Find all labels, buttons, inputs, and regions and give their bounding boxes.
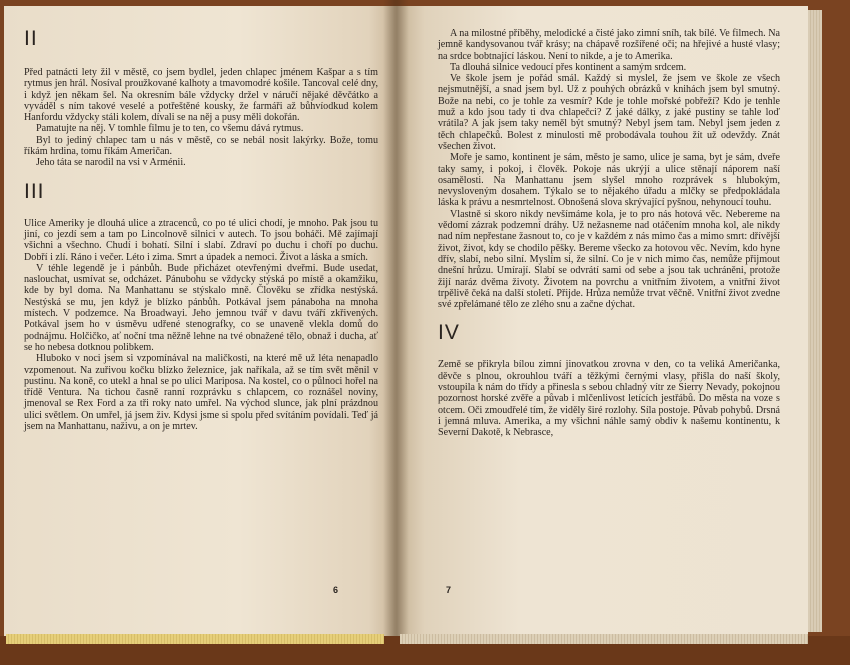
page-edges <box>808 10 822 632</box>
paragraph: Vlastně si skoro nikdy nevšímáme kola, je to pro nás hotová věc. Nebereme na vědomí zázrak podzemní dráhy. Už nežasneme nad otáčením mnoha kol, ale nikdy nad ním nepřestane žasnout to, co je v každém z nás mimo čas a mimo smrt: dřívější život, život, kdy se chodilo pěšky. Bereme všecko za hotovou věc. Nevím, kdo hyne dřív, slabí, nebo silní. Myslím si, že silní. Co je v nich mimo čas, nemůže přijmout dnešní hrůzu. Umírají. Slabí se odvrátí sami od sebe a jsou tak uchráněni, protože žijí naráz dvěma životy. Životem na povrchu a vnitřním životem, a vnitřní život trpělivě čeká na další století. Přijde. Hrůza nemůže trvat věčně. Vnitřní život zvedne své zpřelámané tělo ze zlého snu a začne dýchat. <box>438 208 780 311</box>
left-page <box>4 6 396 639</box>
paragraph: Pamatujte na něj. V tomhle filmu je to ten, co všemu dává rytmus. <box>36 123 304 135</box>
paragraph: Jeho táta se narodil na vsi v Arménii. <box>36 157 186 169</box>
paragraph: Moře je samo, kontinent je sám, město je samo, ulice je sama, byt je sám, dveře taky samy, i pokoj, i člověk. Pokoje nás ukrýjí a ulice stěnají náporem naší osamělosti. Na Manhattanu jsem slyšel mnoho rozprávek s hlubokým, nevysloveným dosahem. Týkalo se to nějakého úřadu a mlčky se předpokládala láska k právu a nesmrtelnost. Obnošená slova skrývající pyšnou, nehynoucí touhu. <box>438 152 780 209</box>
page-number-left: 6 <box>332 585 338 595</box>
paragraph: Ulice Ameriky je dlouhá ulice a ztracenců, co po té ulici chodí, je mnoho. Pak jsou tu jiní, co jezdí sem a tam po Lincolnově silnici v autech. To jsou boháči. Mě zajímají všichni a všechno. Chudí i bohatí. Silní i slabí. Zdraví po duchu i choří po duchu. Dobří i zlí. Ráno i večer. Léto i zima. Smrt a úpadek a nemoci. Život a láska a smích. <box>24 217 378 263</box>
paragraph: V téhle legendě je i pánbůh. Bude přicházet otevřenými dveřmi. Bude usedat, naslouchat, usmívat se, odcházet. Pánubohu se vždycky stýská po místě a okamžiku, kde by byl doma. Na Manhattanu se stýskalo mně. Člověku se zřídka nestýská. Nestýská se mu, jen když je blízko pánbůh. Potkával jsem pánaboha na mnoha místech. V podzemce. Na Broadwayi. Jeho jemnou tvář v davu tváří zkřivených. Potkával jsem ho v úsměvu udřené stenografky, co se unaveně vlekla domů do podnájmu. Holčičko, ať noční tma něžně lehne na tvé obnažené tělo, obnaž i ducha, ať se ho nebesa dotknou polibkem. <box>24 262 378 353</box>
paragraph: Ta dlouhá silnice vedoucí přes kontinent a samým srdcem. <box>450 61 687 73</box>
paragraph: Ve škole jsem je pořád smál. Každý si myslel, že jsem ve škole ze všech nejsmutnější, a snad jsem byl. Už z pouhých obrázků v knihách jsem byl smutný. Bože na nebi, co je tohle za vesmír? Kde je tohle mořské pobřeží? Kdo je tenhle muž a kdo jsou tady ti dva chlapečci? Z jaké dálky, z jaké pustiny se tahle loď vrátila? A jak jsem taky neměl být smutný? Nebyl jsem tam. Nebyl jsem jeden z těch chlapečků. Bolest z minulosti mě probodávala touhou žít už odevždy. Znát všechen život. <box>438 73 780 152</box>
chapter-heading-iv: IV <box>438 321 460 345</box>
paragraph: Hluboko v noci jsem si vzpomínával na maličkosti, na které mě už léta nenapadlo vzpomenout. Na zuřivou kočku blízko železnice, jak naříkala, až se tím svět měnil v pustinu. Na koně, co utekl a hnal se po ulici Mariposa. Na kostel, co o půlnoci hořel na třídě Ventura. Na tichou časně ranní rozprávku s chlapcem, co roznášel noviny, jmenoval se Rex Ford a za tři roky nato umřel. Na východ slunce, jak plní prázdnou ulici světlem. On umřel, já jsem živ. Kdysi jsme si spolu před svítáním povídali. Teď já jsem na Manhattanu, naživu, a on je mrtev. <box>24 353 378 433</box>
page-number-right: 7 <box>446 585 452 595</box>
paragraph: Byl to jediný chlapec tam u nás v městě, co se nebál nosit lakýrky. Bože, tomu říkám hrdina, tomu říkám Američan. <box>24 134 378 158</box>
page-block-edge <box>6 634 384 644</box>
paragraph: A na milostné příběhy, melodické a čisté jako zimní sníh, tak bílé. Ve filmech. Na jemně kandysovanou tvář krásy; na chápavě rozšířené oči; na hřejivé a husté vlasy; na srdce bobtnající láskou. Není to nikde, a je to Amerika. <box>438 28 780 62</box>
chapter-heading-ii: II <box>24 27 38 50</box>
chapter-heading-iii: III <box>24 179 45 203</box>
page-block-edge <box>400 634 808 644</box>
paragraph: Země se přikryla bílou zimní jinovatkou zrovna v den, co ta veliká Američanka, děvče s plnou, okrouhlou tváří a těžkými černými vlasy, přišla do naší školy, vstoupila k nám do třídy a přinesla s sebou chladný vítr ze Sierry Nevady, pokojnou pozornost horské zvěře a půvab i mlčenlivost letících jestřábů. Do města na voze s otcem. Oči zmoudřelé tím, že viděly širé rozlohy. Síla postoje. Půvab pohybů. Drsná i jemná mluva. Amerika, a my všichni náhle samý obdiv k našemu kontinentu, k Severní Dakotě, k Nebrasce, <box>438 359 780 439</box>
right-page <box>396 6 808 639</box>
paragraph: Před patnácti lety žil v městě, co jsem bydlel, jeden chlapec jménem Kašpar a s tím rytmus jen hrál. Nosíval proužkované kalhoty a tmavomodré košile. Tancoval celé dny, i když jen někam šel. Na okresním bále vždycky držel v náručí nějaké děvčátko a vyváděl s ním takové veselé a potřeštěné kousky, že farmáři až bůhvíodkud kolem Hanfordu vždycky stáli kolem, dívali se na něj a pusy měli dokořán. <box>24 67 378 124</box>
